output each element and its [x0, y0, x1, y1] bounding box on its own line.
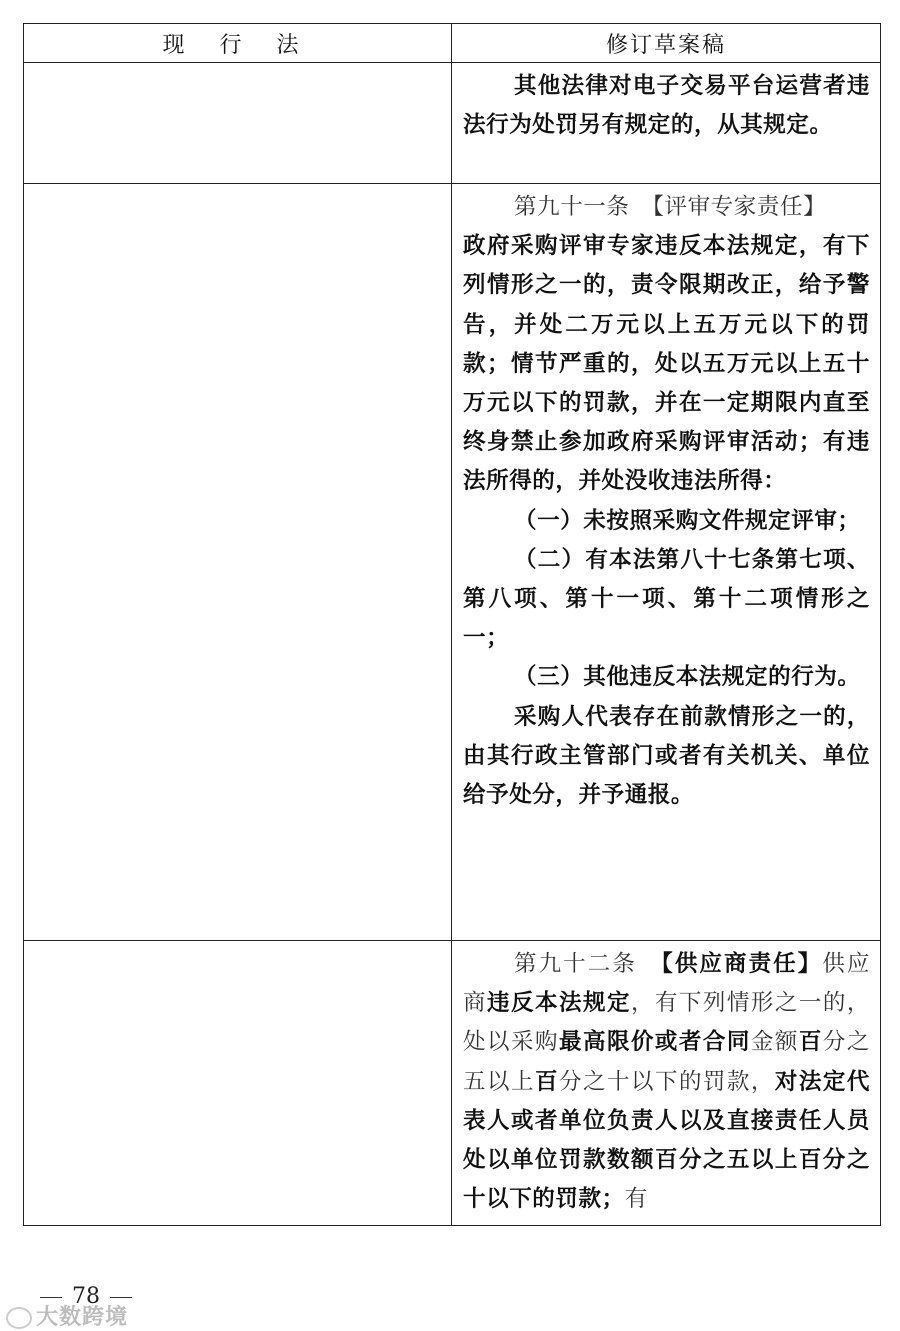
text-segment: 供应商 [463, 951, 870, 1017]
current-law-cell [24, 184, 452, 941]
watermark [6, 1300, 128, 1331]
page-number: 78 [72, 1284, 100, 1309]
text-segment: 有 [624, 1186, 648, 1213]
paragraph: 其他法律对电子交易平台运营者违法行为处罚另有规定的，从其规定。 [463, 73, 870, 139]
article-body: 政府采购评审专家违反本法规定，有下列情形之一的，责令限期改正，给予警告，并处二万元以上五万元以下的罚款；情节严重的，处以五万元以上五十万元以下的罚款，并在一定期限内直至终身禁止参加政府采购评审活动；有违法所得的，并处没收违法所得： [463, 233, 870, 495]
list-item: （三）其他违反本法规定的行为。 [514, 664, 861, 691]
draft-cell [452, 63, 881, 184]
footer-dash-left [40, 1297, 62, 1298]
text-segment: 百 [534, 1068, 559, 1095]
draft-cell [452, 184, 881, 941]
text-segment: 分之五以上 [463, 1029, 870, 1095]
table-row [24, 184, 881, 941]
header-current-law: 现 行 法 [24, 24, 452, 63]
text-segment: 百 [798, 1029, 823, 1056]
text-segment: 金额 [750, 1029, 799, 1056]
text-segment: 对法定代表人或者单位负责人以及直接责任人员处以单位罚款数额百分之五以上百分之十以下的罚款； [463, 1068, 870, 1213]
text-segment: 违反本法规定 [487, 990, 631, 1017]
article-paragraph [463, 188, 870, 502]
text-segment: 分之十以下的罚款， [558, 1068, 775, 1095]
article-title: 【评审专家责任】 [652, 194, 827, 220]
list-item: （二）有本法第八十七条第七项、第八项、第十一项、第十二项情形之一； [463, 546, 870, 652]
list-item: （一）未按照采购文件规定评审； [514, 507, 861, 534]
watermark-text: 大数跨境 [36, 1305, 129, 1330]
closing-paragraph: 采购人代表存在前款情形之一的，由其行政主管部门或者有关机关、单位给予处分，并予通报。 [463, 703, 870, 809]
table-row [24, 63, 881, 184]
table-row [24, 941, 881, 1226]
table-header-row [24, 24, 881, 63]
watermark-logo-icon [6, 1307, 32, 1329]
draft-cell [452, 941, 881, 1226]
current-law-cell [24, 63, 452, 184]
text-segment: ，有下列情形之一的，处以采购 [463, 990, 870, 1056]
article-paragraph [463, 945, 870, 1219]
text-segment: 最高限价或者合同 [558, 1029, 751, 1056]
article-number: 第九十二条 [514, 951, 637, 977]
article-title: 【供应商责任】 [661, 951, 823, 977]
current-law-cell [24, 941, 452, 1226]
article-number: 第九十一条 [514, 194, 630, 220]
comparison-table [23, 23, 881, 1226]
footer-dash-right [110, 1297, 132, 1298]
header-draft-revision: 修订草案稿 [452, 24, 881, 63]
